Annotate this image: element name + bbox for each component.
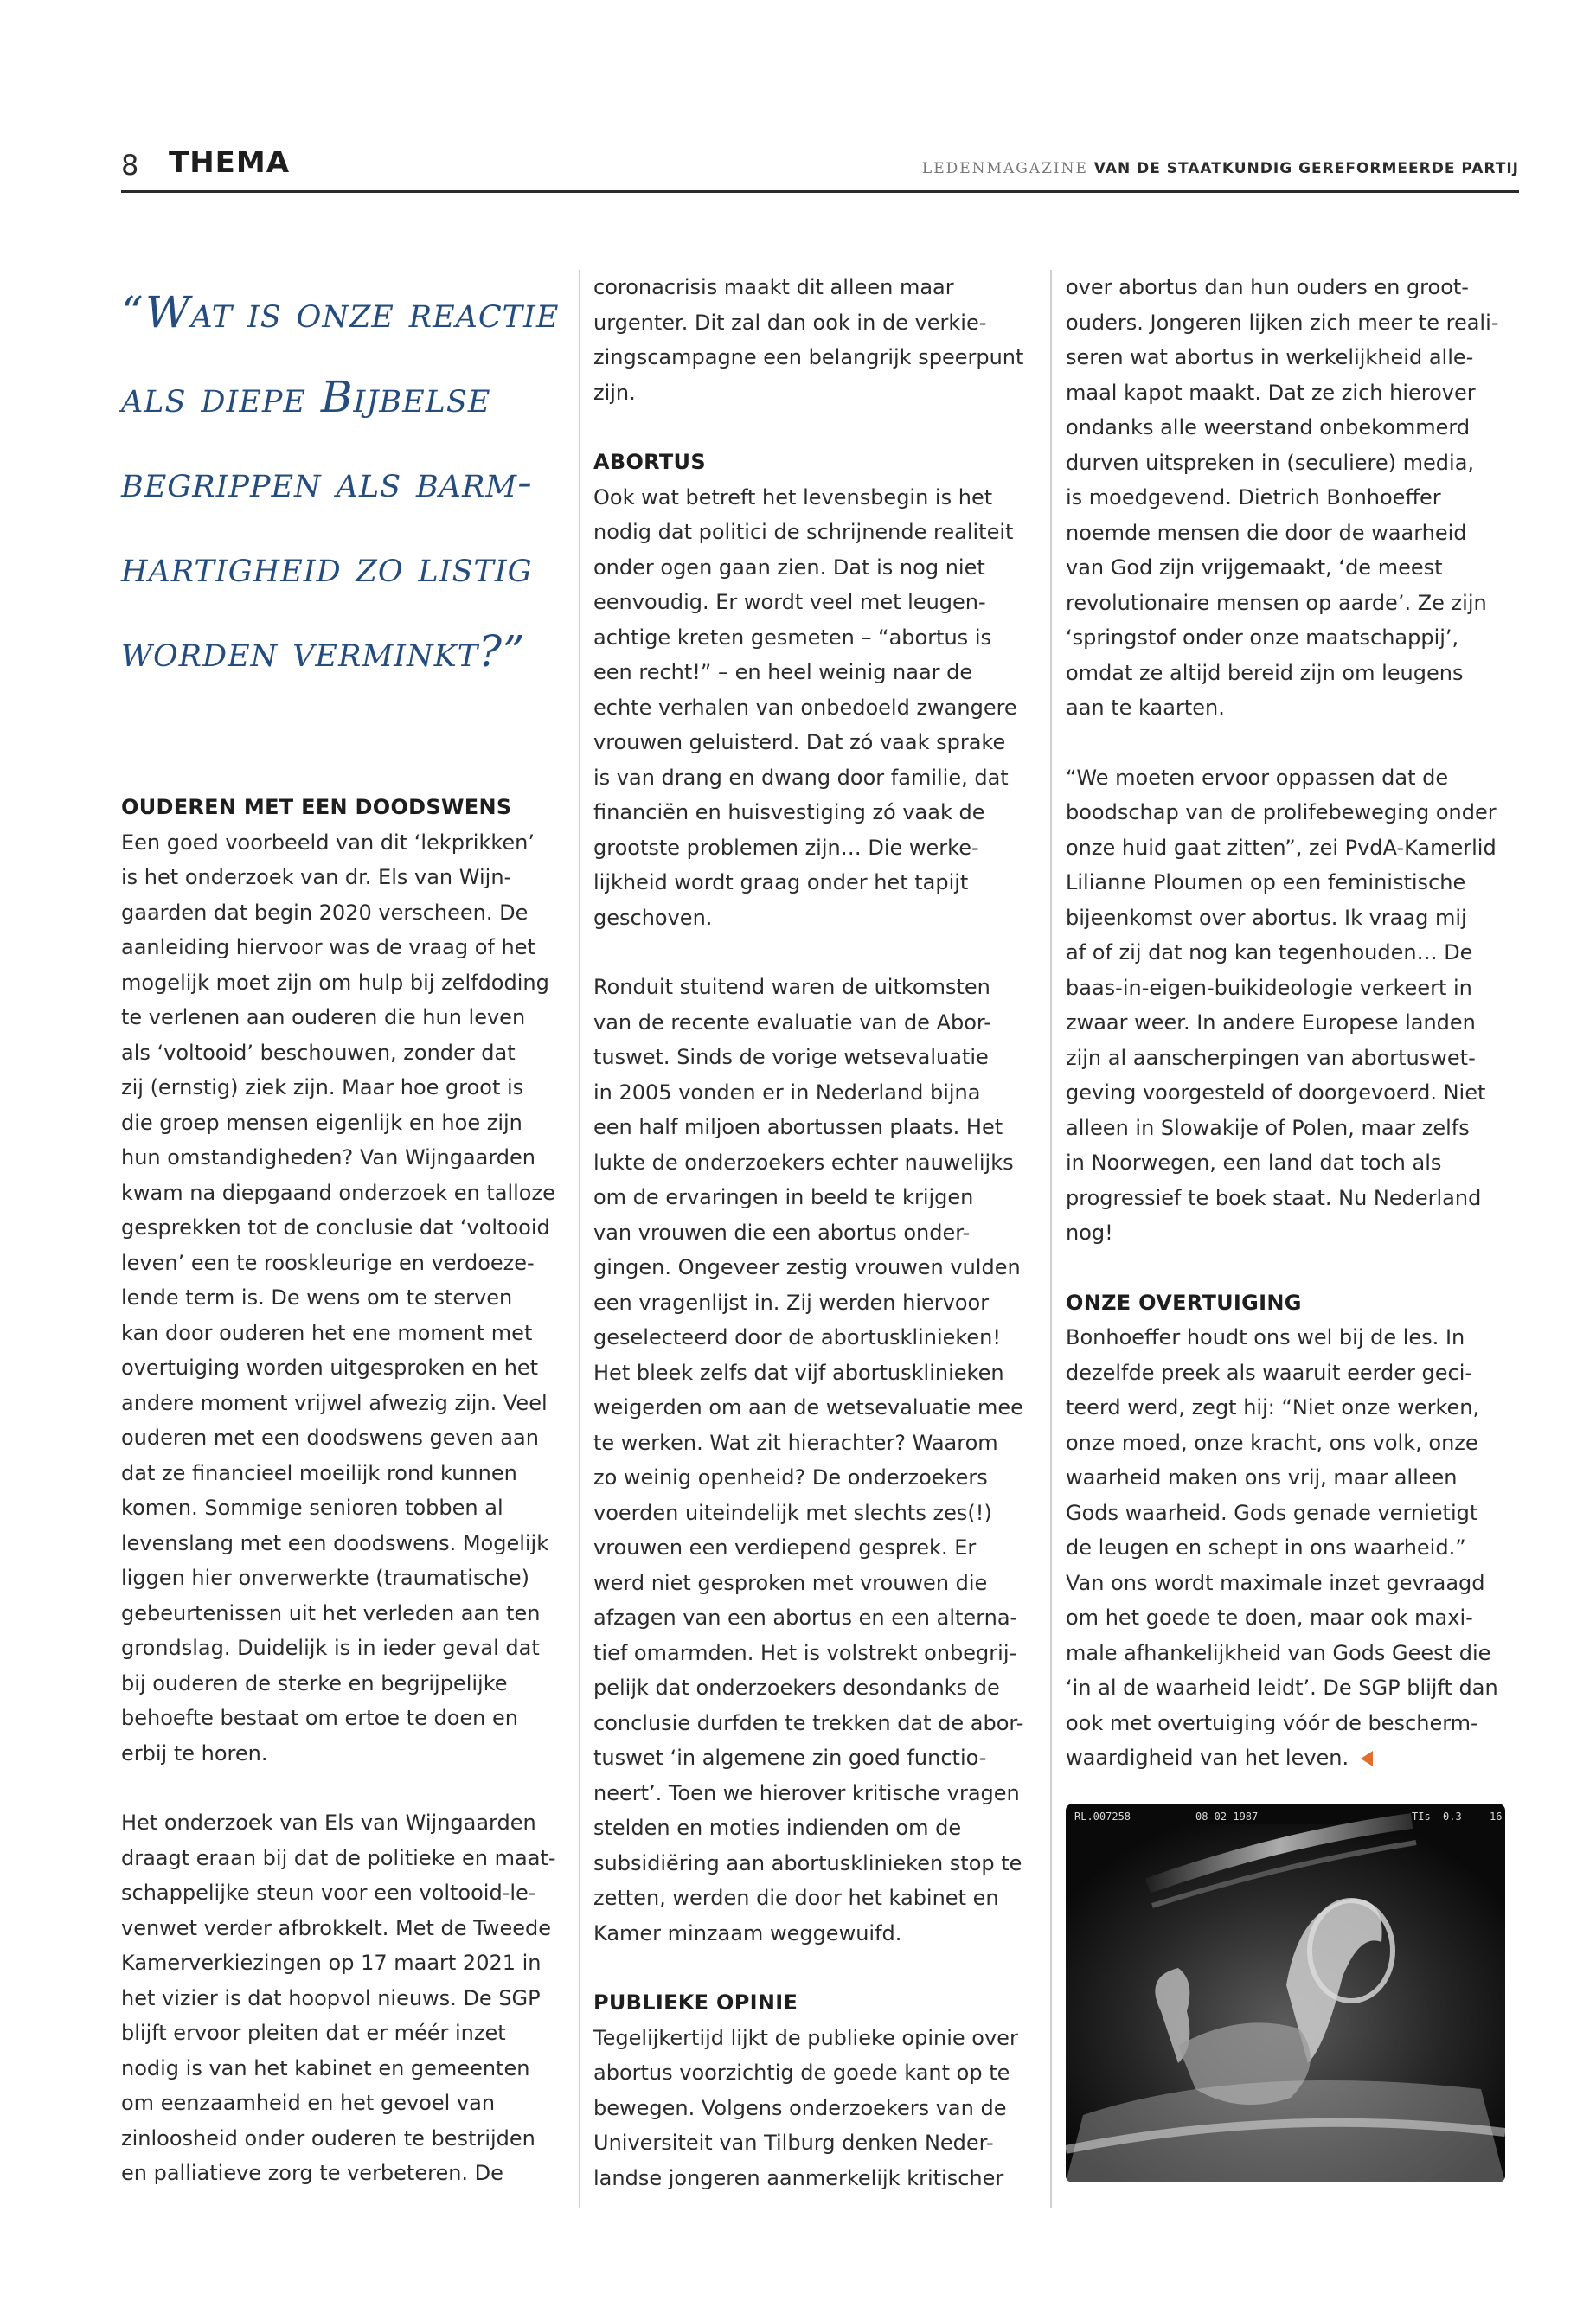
paragraph: over abortus dan hun ouders en groot- ouders. Jongeren lijken zich meer te reali- seren wat abortus in werkelijkheid alle- maal kapot maakt. Dat ze zich hierover ondanks alle weerstand onbekommerd durven uitspreken in (seculiere) media, is moedgevend. Dietrich Bonhoeffer noemde mensen die door de waarheid van God zijn vrijgemaakt, ‘de meest revolutionaire mensen op aarde’. Ze zijn ‘springstof onder onze maatschappij’, omdat ze altijd bereid zijn om leugens aan te kaarten.	[1066, 275, 1499, 720]
ultrasound-image	[1066, 1804, 1505, 2182]
section-heading: ONZE OVERTUIGING	[1066, 1290, 1302, 1315]
ultrasound-index: 16	[1490, 1811, 1503, 1823]
ultrasound-scan-graphic	[1066, 1804, 1505, 2182]
ultrasound-tis-value: 0.3	[1443, 1811, 1462, 1823]
pull-quote: “Wat is onze reactie als diepe Bijbelse begrippen als barm- hartigheid zo listig worden verminkt?”	[121, 287, 560, 676]
paragraph: Tegelijkertijd lijkt de publieke opinie over abortus voorzichtig de goede kant op te bewegen. Volgens onderzoekers van de Universiteit van Tilburg denken Neder- landse jongeren aanmerkelijk kritischer	[593, 2025, 1018, 2190]
article-column-2	[593, 270, 1043, 2195]
ultrasound-tis-label: TIs	[1412, 1811, 1431, 1823]
paragraph: Een goed voorbeeld van dit ‘lekprikken’ is het onderzoek van dr. Els van Wijn- gaarden dat begin 2020 verscheen. De aanleiding hiervoor was de vraag of het mogelijk moet zijn om hulp bij zelfdoding te verlenen aan ouderen die hun leven als ‘voltooid’ beschouwen, zonder dat zij (ernstig) ziek zijn. Maar hoe groot is die groep mensen eigenlijk en hoe zijn hun omstandigheden? Van Wijngaarden kwam na diepgaand onderzoek en talloze gesprekken tot de conclusie dat ‘voltooid leven’ een te rooskleurige en verdoeze- lende term is. De wens om te sterven kan door ouderen het ene moment met overtuiging worden uitgesproken en het andere moment vrijwel afwezig zijn. Veel ouderen met een doodswens geven aan dat ze financieel moeilijk rond kunnen komen. Sommige senioren tobben al levenslang met een doodswens. Mogelijk liggen hier onverwerkte (traumatische) gebeurtenissen uit het verleden aan ten grondslag. Duidelijk is in ieder geval dat bij ouderen de sterke en begrijpelijke behoefte bestaat om ertoe te doen en erbij te horen.	[121, 830, 555, 1766]
paragraph	[1066, 1320, 1519, 1776]
page-header	[121, 138, 1519, 193]
column-divider	[1050, 270, 1052, 2208]
end-of-article-icon	[1361, 1751, 1373, 1766]
section-heading: ABORTUS	[593, 450, 706, 474]
paragraph: coronacrisis maakt dit alleen maar urgenter. Dit zal dan ook in de verkie- zingscampagne een belangrijk speerpunt zijn.	[593, 275, 1024, 405]
paragraph: “We moeten ervoor oppassen dat de boodschap van de prolifebeweging onder onze huid gaat zitten”, zei PvdA-Kamerlid Lilianne Ploumen op een feministische bijeenkomst over abortus. Ik vraag mij af of zij dat nog kan tegenhouden… De baas-in-eigen-buikideologie verkeert in zwaar weer. In andere Europese landen zijn al aanscherpingen van abortuswet- geving voorgesteld of doorgevoerd. Niet alleen in Slowakije of Polen, maar zelfs in Noorwegen, een land dat toch als progressief te boek staat. Nu Nederland nog!	[1066, 765, 1497, 1245]
masthead	[922, 160, 1519, 177]
page-number: 8	[121, 149, 139, 182]
section-heading: PUBLIEKE OPINIE	[593, 1990, 798, 2015]
paragraph: Ook wat betreft het levensbegin is het nodig dat politici de schrijnende realiteit onder ogen gaan zien. Dat is nog niet eenvoudig. Er wordt veel met leugen- achtige kreten gesmeten – “abortus is een recht!” – en heel weinig naar de echte verhalen van onbedoeld zwangere vrouwen geluisterd. Dat zó vaak sprake is van drang en dwang door familie, dat financiën en huisvestiging zó vaak de grootste problemen zijn… Die werke- lijkheid wordt graag onder het tapijt geschoven.	[593, 484, 1017, 930]
paragraph: Ronduit stuitend waren de uitkomsten van de recente evaluatie van de Abor- tuswet. Sinds de vorige wetsevaluatie in 2005 vonden er in Nederland bijna een half miljoen abortussen plaats. Het lukte de onderzoekers echter nauwelijks om de ervaringen in beeld te krijgen van vrouwen die een abortus onder- gingen. Ongeveer zestig vrouwen vulden een vragenlijst in. Zij werden hiervoor geselecteerd door de abortusklinieken! Het bleek zelfs dat vijf abortusklinieken weigerden om aan de wetsevaluatie mee te werken. Wat zit hierachter? Waarom zo weinig openheid? De onderzoekers voerden uiteindelijk met slechts zes(!) vrouwen een verdiepend gesprek. Er werd niet gesproken met vrouwen die afzagen van een abortus en een alterna- tief omarmden. Het is volstrekt onbegrij- pelijk dat onderzoekers desondanks de conclusie durfden te trekken dat de abor- tuswet ‘in algemene zin goed functio- neert’. Toen we hierover kritische vragen stelden en moties indienden om de subsidiëring aan abortusklinieken stop te zetten, werden die door het kabinet en Kamer minzaam weggewuifd.	[593, 975, 1024, 1945]
masthead-bold: VAN DE STAATKUNDIG GEREFORMEERDE PARTIJ	[1093, 160, 1519, 177]
section-title: THEMA	[169, 145, 291, 180]
article-column-1	[121, 790, 571, 2191]
ultrasound-date: 08-02-1987	[1195, 1811, 1259, 1823]
masthead-light: LEDENMAGAZINE	[921, 160, 1088, 177]
article-column-3	[1066, 270, 1519, 1776]
paragraph: Het onderzoek van Els van Wijngaarden draagt eraan bij dat de politieke en maat- schappelijke steun voor een voltooid-le- venwet verder afbrokkelt. Met de Tweede Kamerverkiezingen op 17 maart 2021 in het vizier is dat hoopvol nieuws. De SGP blijft ervoor pleiten dat er méér inzet nodig is van het kabinet en gemeenten om eenzaamheid en het gevoel van zinloosheid onder ouderen te bestrijden en palliatieve zorg te verbeteren. De	[121, 1811, 556, 2185]
column-divider	[579, 270, 580, 2208]
section-heading: OUDEREN MET EEN DOODSWENS	[121, 795, 512, 819]
final-paragraph-text: Bonhoeffer houdt ons wel bij de les. In dezelfde preek als waaruit eerder geci- teerd werd, zegt hij: “Niet onze werken, onze moed, onze kracht, ons volk, onze waarheid maken ons vrij, maar alleen Gods waarheid. Gods genade vernietigt de leugen en schept in ons waarheid.” Van ons wordt maximale inzet gevraagd om het goede te doen, maar ook maxi- male afhankelijkheid van Gods Geest die ‘in al de waarheid leidt’. De SGP blijft dan ook met overtuiging vóór de bescherm- waardigheid van het leven.	[1066, 1325, 1498, 1770]
ultrasound-id: RL.007258	[1074, 1811, 1131, 1823]
